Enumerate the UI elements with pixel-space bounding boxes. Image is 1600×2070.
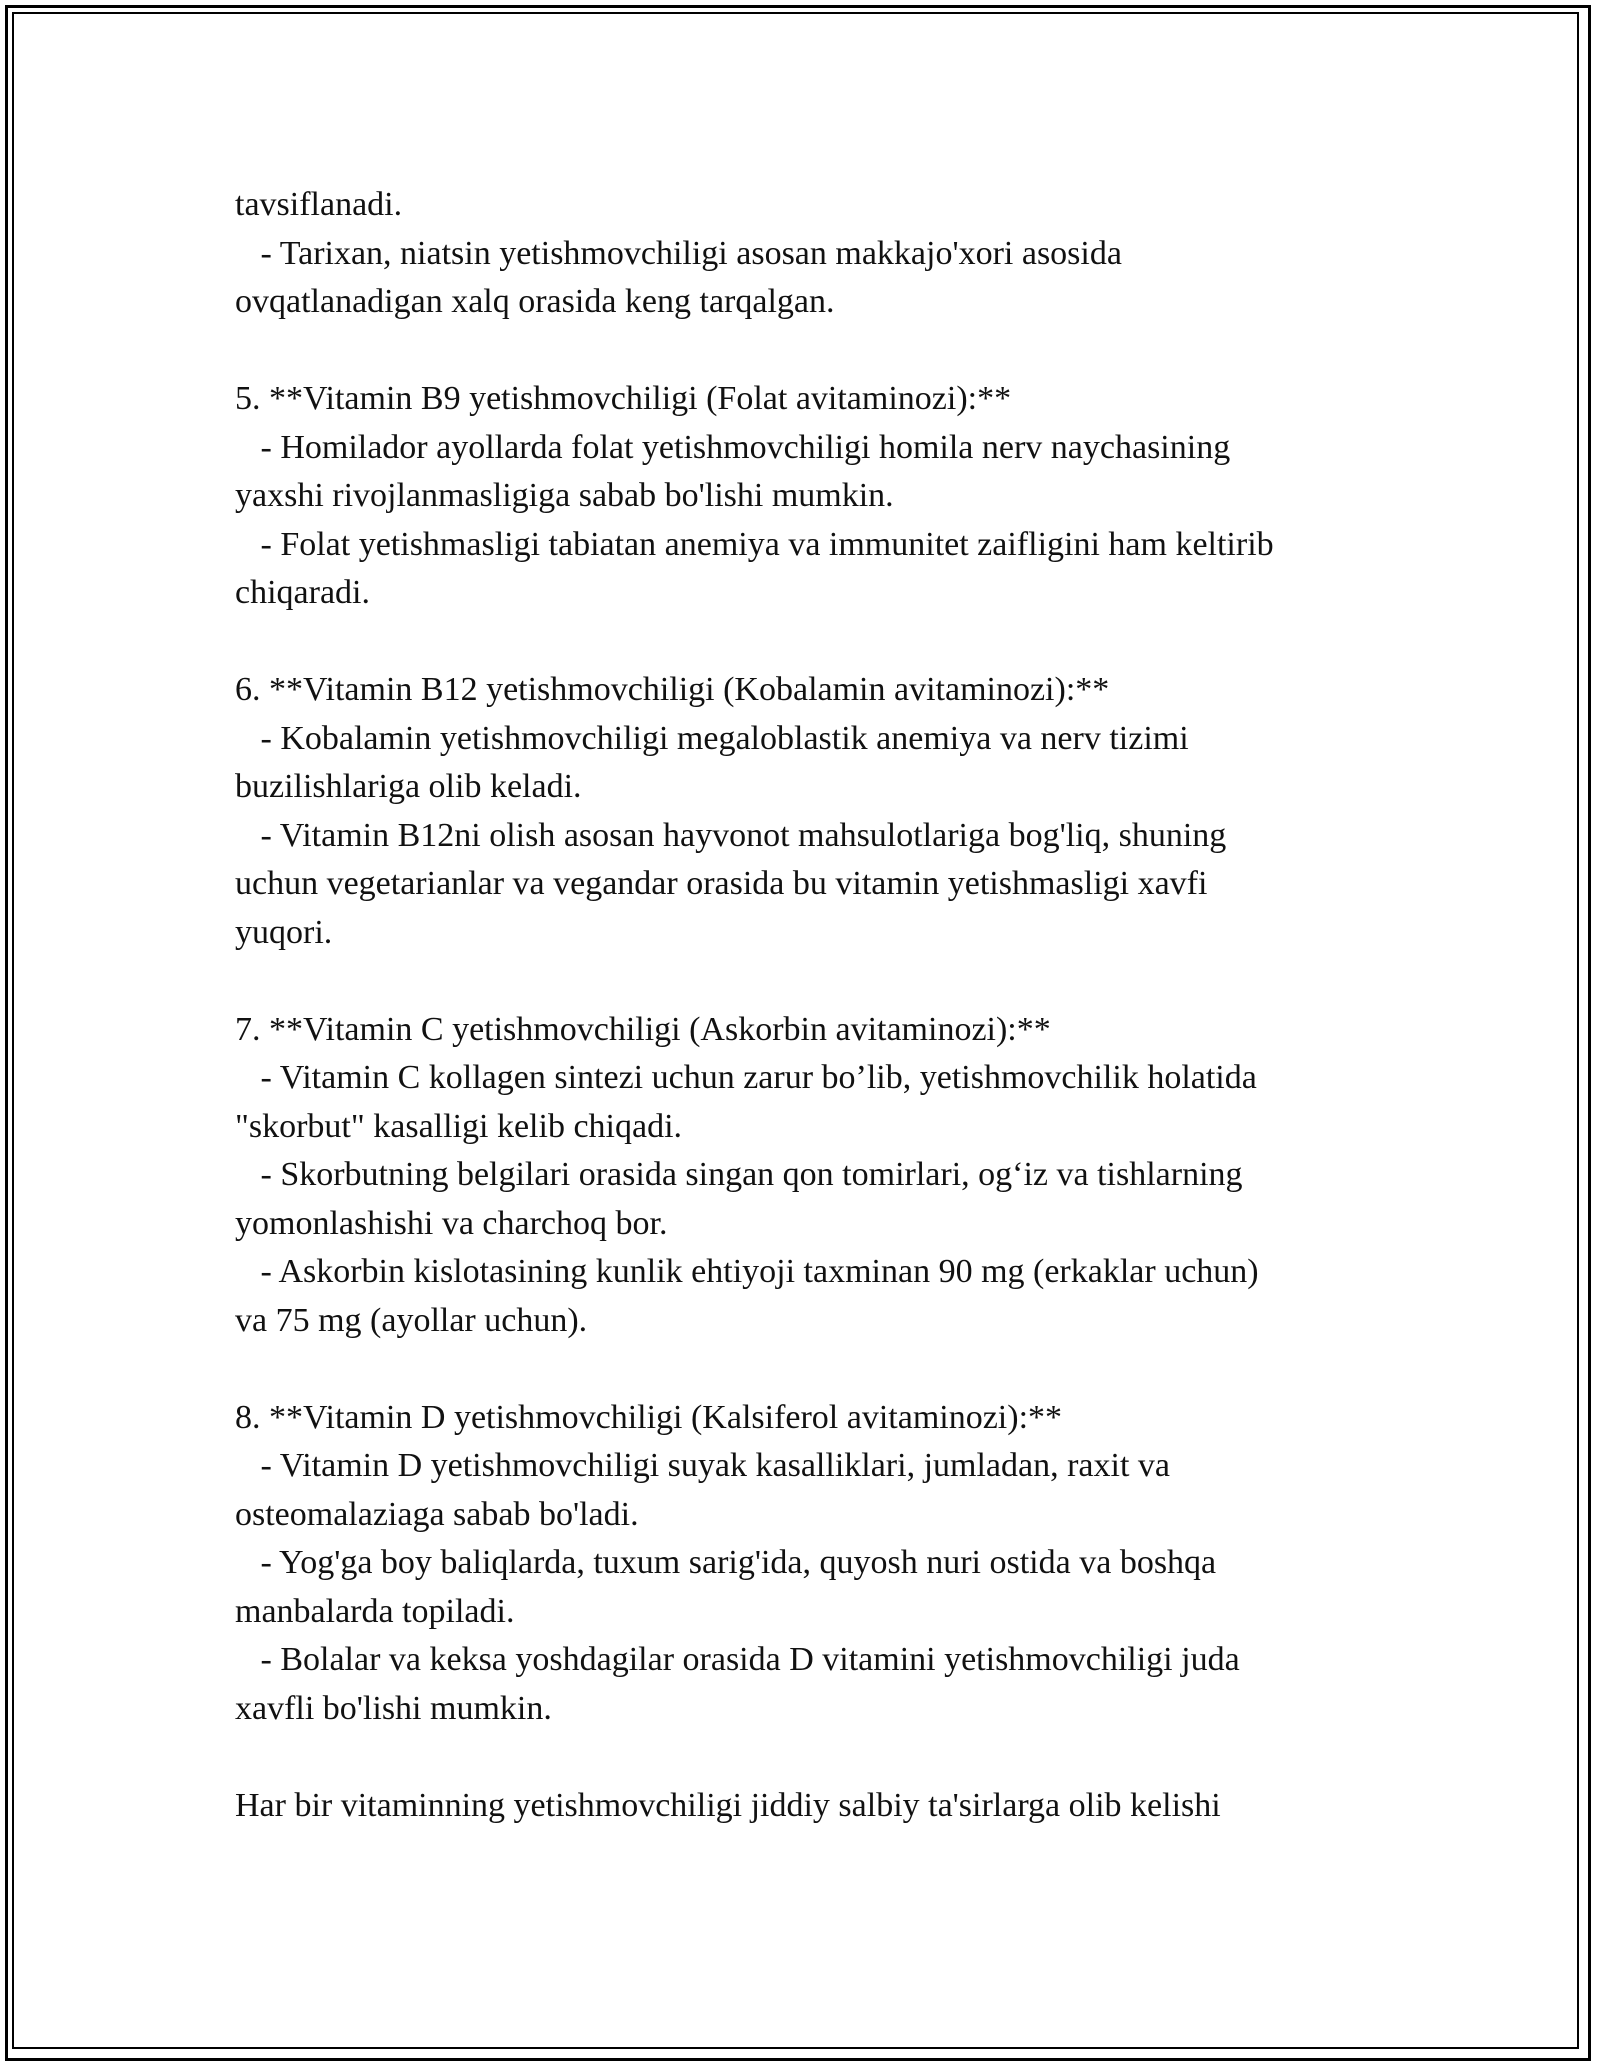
bullet-line: "skorbut" kasalligi kelib chiqadi. xyxy=(235,1107,683,1145)
bullet-line: - Yog'ga boy baliqlarda, tuxum sarig'ida, quyosh nuri ostida va boshqa xyxy=(235,1544,1217,1581)
paragraph-spacer xyxy=(235,327,1395,376)
bullet-line: - Kobalamin yetishmovchiligi megaloblastik anemiya va nerv tizimi xyxy=(235,719,1189,757)
bullet-line: manbalarda topiladi. xyxy=(235,1592,515,1630)
bullet-line: - Homilador ayollarda folat yetishmovchiligi homila nerv naychasining xyxy=(235,428,1231,466)
bullet-line: yomonlashishi va charchoq bor. xyxy=(235,1204,668,1242)
bullet-line: - Vitamin C kollagen sintezi uchun zarur bo’lib, yetishmovchilik holatida xyxy=(235,1059,1257,1096)
bullet-line: - Folat yetishmasligi tabiatan anemiya va immunitet zaifligini ham keltirib xyxy=(235,525,1274,563)
section-heading: 6. **Vitamin B12 yetishmovchiligi (Kobalamin avitaminozi):** xyxy=(235,671,1110,708)
bullet-line: osteomalaziaga sabab bo'ladi. xyxy=(235,1495,639,1533)
bullet-line: - Skorbutning belgilari orasida singan qon tomirlari, og‘iz va tishlarning xyxy=(235,1156,1243,1193)
bullet-line: xavfli bo'lishi mumkin. xyxy=(235,1689,552,1727)
bullet-line: yaxshi rivojlanmasligiga sabab bo'lishi mumkin. xyxy=(235,477,894,514)
bullet-line: - Tarixan, niatsin yetishmovchiligi asosan makkajo'xori asosida xyxy=(235,234,1122,272)
section-heading: 7. **Vitamin C yetishmovchiligi (Askorbin avitaminozi):** xyxy=(235,1010,1051,1048)
paragraph-line: tavsiflanadi. xyxy=(235,186,403,223)
bullet-line: uchun vegetarianlar va vegandar orasida bu vitamin yetishmasligi xavfi xyxy=(235,865,1208,902)
document-body xyxy=(235,181,1395,1830)
bullet-line: ovqatlanadigan xalq orasida keng tarqalgan. xyxy=(235,283,835,320)
section-heading: 5. **Vitamin B9 yetishmovchiligi (Folat avitaminozi):** xyxy=(235,380,1012,417)
bullet-line: - Vitamin B12ni olish asosan hayvonot mahsulotlariga bog'liq, shuning xyxy=(235,816,1227,854)
bullet-line: buzilishlariga olib keladi. xyxy=(235,768,582,805)
paragraph-spacer xyxy=(235,1345,1395,1394)
bullet-line: va 75 mg (ayollar uchun). xyxy=(235,1301,588,1339)
bullet-line: - Askorbin kislotasining kunlik ehtiyoji taxminan 90 mg (erkaklar uchun) xyxy=(235,1253,1259,1290)
bullet-line: yuqori. xyxy=(235,913,333,951)
paragraph-spacer xyxy=(235,957,1395,1006)
paragraph-spacer xyxy=(235,1733,1395,1782)
bullet-line: chiqaradi. xyxy=(235,574,370,611)
conclusion-line: Har bir vitaminning yetishmovchiligi jiddiy salbiy ta'sirlarga olib kelishi xyxy=(235,1786,1221,1824)
paragraph-spacer xyxy=(235,618,1395,667)
bullet-line: - Vitamin D yetishmovchiligi suyak kasalliklari, jumladan, raxit va xyxy=(235,1447,1170,1484)
bullet-line: - Bolalar va keksa yoshdagilar orasida D vitamini yetishmovchiligi juda xyxy=(235,1641,1240,1678)
section-heading: 8. **Vitamin D yetishmovchiligi (Kalsiferol avitaminozi):** xyxy=(235,1398,1063,1436)
